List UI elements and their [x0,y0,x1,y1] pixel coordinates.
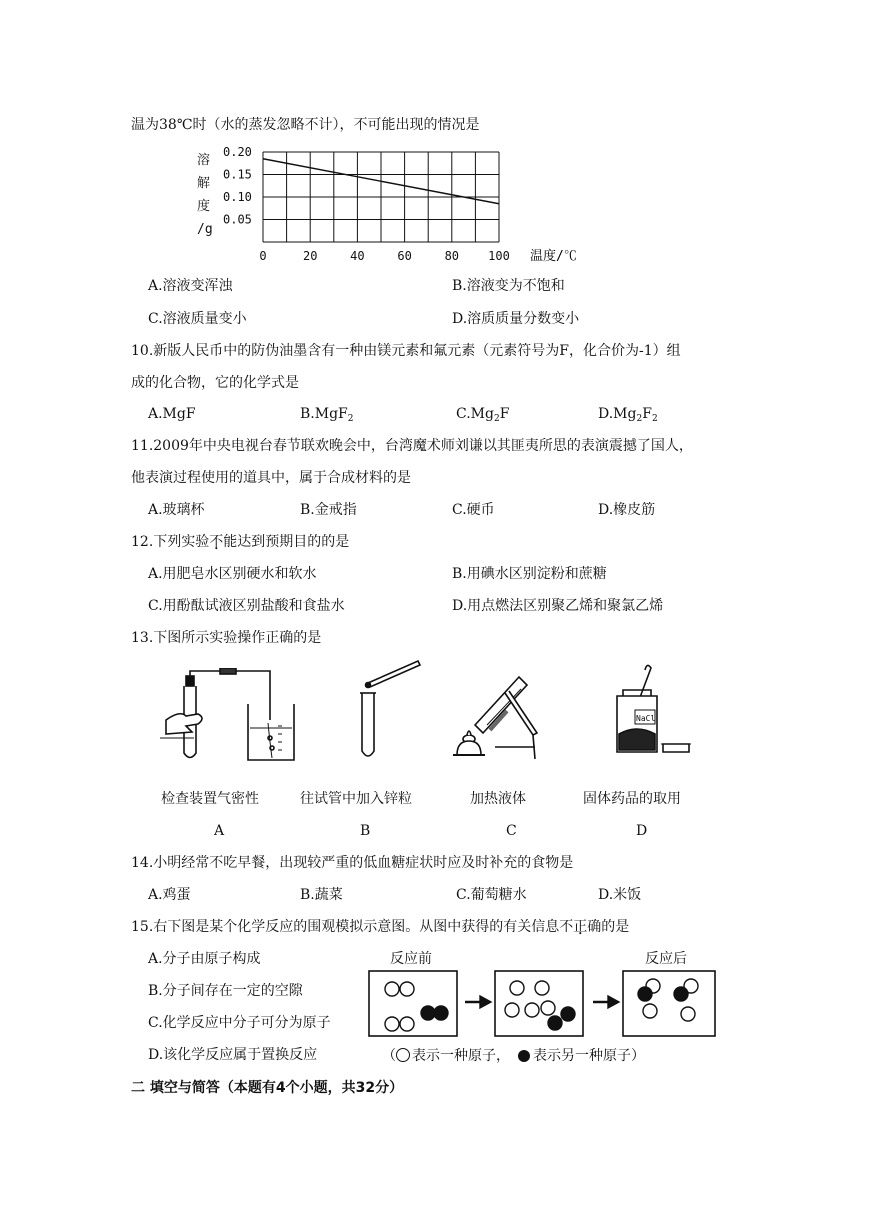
q9-option-c[interactable]: C.溶液质量变小 [148,311,247,327]
x-tick-label: 40 [350,249,365,263]
q14-option-d[interactable]: D.米饭 [598,887,642,903]
x-tick-label: 0 [259,249,267,263]
q11-option-c[interactable]: C.硬币 [452,502,495,518]
q9-stem: 温为38℃时（水的蒸发忽略不计），不可能出现的情况是 [131,117,480,133]
q15-emphasis: 不正确 [559,919,602,935]
q15-option-b[interactable]: B.分子间存在一定的空隙 [148,983,303,999]
x-tick-label: 100 [488,249,510,263]
q11-option-b[interactable]: B.金戒指 [300,502,357,518]
y-label-char: 度 [197,199,211,214]
figure-d-solid-reagent [605,660,705,765]
section-2-heading: 二 填空与简答（本题有4个小题，共32分） [131,1080,404,1096]
q9-option-b[interactable]: B.溶液变为不饱和 [452,278,565,294]
q11-option-d[interactable]: D.橡皮筋 [598,502,656,518]
q14-stem: 14.小明经常不吃早餐，出现较严重的低血糖症状时应及时补充的食物是 [131,855,574,871]
q15-stem: 15.右下图是某个化学反应的围观模拟示意图。从图中获得的有关信息不正确的是 [131,919,630,935]
q10-option-c[interactable]: $C.Mg_2F$ [456,406,510,424]
y-label-char: 解 [197,176,211,191]
legend: （ 表示一种原子， 表示另一种原子） [382,1048,645,1064]
q13-letter-c[interactable]: C [506,823,517,839]
q14-option-c[interactable]: C.葡萄糖水 [456,887,527,903]
reaction-diagram [365,968,725,1040]
q13-letter-b[interactable]: B [360,823,371,839]
q9-option-d[interactable]: D.溶质质量分数变小 [452,311,580,327]
x-tick-label: 80 [444,249,460,263]
y-label-char: /g [197,222,213,237]
q10-option-d[interactable]: $D.Mg_2F_2$ [598,406,658,424]
q10-option-b[interactable]: B.MgF$_2$ [300,406,354,424]
figure-c-heating [435,655,555,767]
chart-y-label [197,152,213,237]
figure-a-airtightness [158,668,298,768]
after-label: 反应后 [645,951,687,967]
q12-option-b[interactable]: B.用碘水区别淀粉和蔗糖 [452,566,607,582]
chart-x-ticks [259,249,509,263]
q15-option-d[interactable]: D.该化学反应属于置换反应 [148,1047,318,1063]
q11-stem-line2: 他表演过程使用的道具中，属于合成材料的是 [131,470,411,486]
q13-caption-a: 检查装置气密性 [161,791,259,807]
q10-stem-line2: 成的化合物，它的化学式是 [131,375,299,391]
x-tick-label: 60 [397,249,412,263]
q12-option-d[interactable]: D.用点燃法区别聚乙烯和聚氯乙烯 [452,598,664,614]
before-label: 反应前 [390,951,432,967]
q15-option-a[interactable]: A.分子由原子构成 [148,951,261,967]
white-atom-icon [396,1048,410,1062]
nacl-label: NaCl [636,714,656,723]
q10-stem-line1: 10.新版人民币中的防伪油墨含有一种由镁元素和氟元素（元素符号为F，化合价为-1）组 [131,343,681,359]
x-tick-label: 20 [302,249,318,263]
q14-option-a[interactable]: A.鸡蛋 [148,887,191,903]
q13-caption-c: 加热液体 [470,791,526,807]
q12-option-c[interactable]: C.用酚酞试液区别盐酸和食盐水 [148,598,345,614]
q13-letter-d[interactable]: D [636,823,648,839]
q15-option-c[interactable]: C.化学反应中分子可分为原子 [148,1015,331,1031]
y-tick-label: 0.20 [223,145,252,159]
q13-stem: 13.下图所示实验操作正确的是 [131,630,322,646]
q13-caption-b: 往试管中加入锌粒 [300,791,412,807]
q12-stem: 12.下列实验不能达到预期目的的是 [131,534,350,550]
solubility-chart [185,140,585,268]
q9-option-a[interactable]: A.溶液变浑浊 [148,278,233,294]
y-label-char: 溶 [197,153,211,168]
black-atom-icon [518,1050,530,1062]
q11-stem-line1: 11.2009年中央电视台春节联欢晚会中，台湾魔术师刘谦以其匪夷所思的表演震撼了国人， [131,438,693,454]
q11-option-a[interactable]: A.玻璃杯 [148,502,205,518]
box-after [623,971,715,1036]
q13-caption-d: 固体药品的取用 [583,791,681,807]
y-tick-label: 0.15 [223,167,252,182]
q12-option-a[interactable]: A.用肥皂水区别硬水和软水 [148,566,317,582]
figure-b-test-tube [340,655,430,765]
y-tick-label: 0.05 [223,212,252,227]
y-tick-label: 0.10 [223,190,252,204]
q13-letter-a[interactable]: A [214,823,225,839]
q10-option-a[interactable]: A.MgF [148,406,196,422]
chart-x-label: 温度/℃ [530,249,577,264]
chart-y-ticks [223,145,252,227]
q14-option-b[interactable]: B.蔬菜 [300,887,343,903]
